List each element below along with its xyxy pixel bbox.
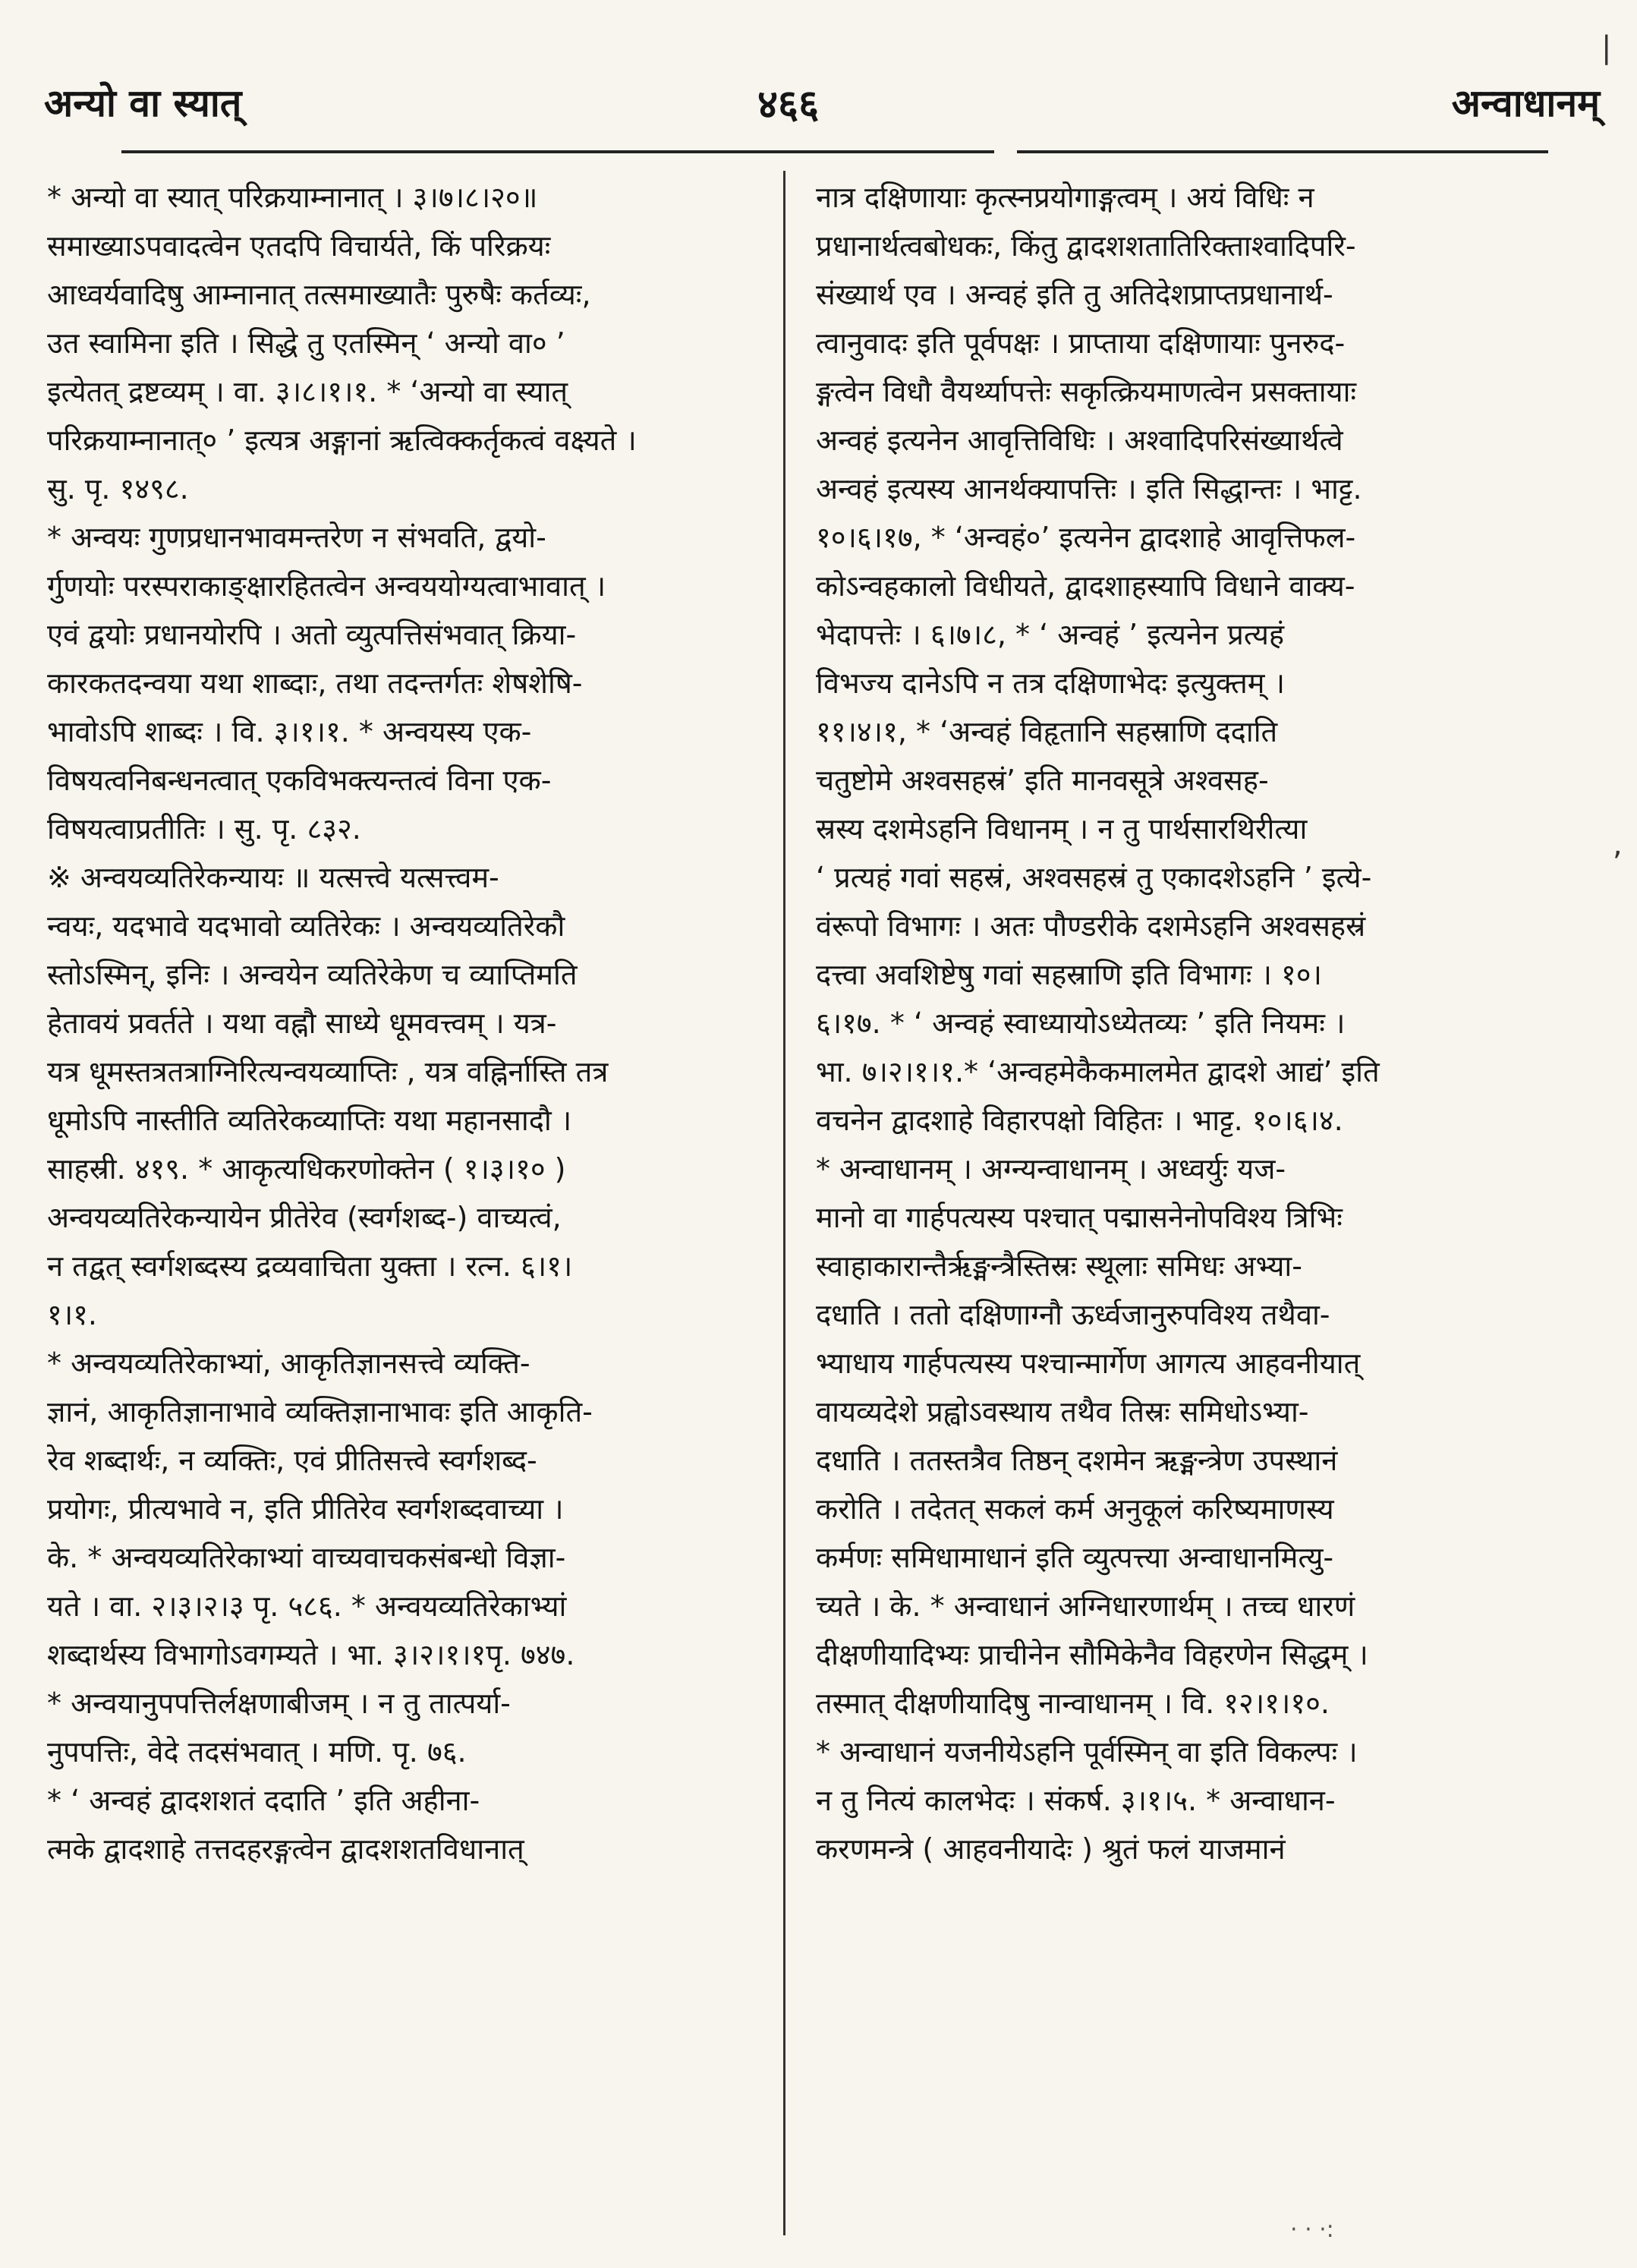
- text-line: तस्मात् दीक्षणीयादिषु नान्वाधानम् । वि. १२।१।१०.: [816, 1687, 1330, 1720]
- text-line: प्रधानार्थत्वबोधकः, किंतु द्वादशशतातिरिक्ताश्वादिपरि-: [816, 229, 1356, 263]
- text-line: ज्ञानं, आकृतिज्ञानाभावे व्यक्तिज्ञानाभावः इति आकृति-: [47, 1395, 593, 1429]
- text-line: नुपपत्तिः, वेदे तदसंभवात् । मणि. पृ. ७६.: [47, 1735, 467, 1769]
- header-rule-left: [121, 150, 994, 153]
- text-line: वचनेन द्वादशाहे विहारपक्षो विहितः । भाट्ट. १०।६।४.: [816, 1104, 1343, 1137]
- text-line: स्रस्य दशमेऽहनि विधानम् । न तु पार्थसारथिरीत्या: [816, 812, 1308, 846]
- text-line: दीक्षणीयादिभ्यः प्राचीनेन सौमिकेनैव विहरणेन सिद्धम् ।: [816, 1638, 1368, 1671]
- text-line: करोति । तदेतत् सकलं कर्म अनुकूलं करिष्यमाणस्य: [816, 1492, 1334, 1526]
- text-line: रेव शब्दार्थः, न व्यक्तिः, एवं प्रीतिसत्त्वे स्वर्गशब्द-: [47, 1444, 537, 1477]
- text-line: धूमोऽपि नास्तीति व्यतिरेकव्याप्तिः यथा महानसादौ ।: [47, 1104, 572, 1137]
- text-line: वंरूपो विभागः । अतः पौण्डरीके दशमेऽहनि अश्वसहस्रं: [816, 909, 1366, 943]
- text-line: त्मके द्वादशाहे तत्तदहरङ्गत्वेन द्वादशशतविधानात्: [47, 1832, 524, 1866]
- text-line: र्गुणयोः परस्पराकाङ्क्षारहितत्वेन अन्वययोग्यत्वाभावात् ।: [47, 569, 606, 603]
- text-line: १।१.: [47, 1298, 98, 1331]
- text-line: ‘ प्रत्यहं गवां सहस्रं, अश्वसहस्रं तु एकादशेऽहनि ’ इत्ये-: [816, 861, 1372, 894]
- text-line: ※ अन्वयव्यतिरेकन्यायः ॥ यत्सत्त्वे यत्सत्त्वम-: [47, 861, 499, 894]
- text-line: यत्र धूमस्तत्रतत्राग्निरित्यन्वयव्याप्तिः , यत्र वह्निर्नास्ति तत्र: [47, 1055, 609, 1088]
- text-line: कर्मणः समिधामाधानं इति व्युत्पत्त्या अन्वाधानमित्यु-: [816, 1541, 1334, 1574]
- text-line: अन्वयव्यतिरेकन्यायेन प्रीतेरेव (स्वर्गशब्द-) वाच्यत्वं,: [47, 1201, 562, 1234]
- text-line: प्रयोगः, प्रीत्यभावे न, इति प्रीतिरेव स्वर्गशब्दवाच्या ।: [47, 1492, 564, 1526]
- text-line: भा. ७।२।१।१.* ‘अन्वहमेकैकमालमेत द्वादशे आद्यं’ इति: [816, 1055, 1380, 1088]
- column-divider: [783, 171, 785, 2235]
- text-line: संख्यार्थ एव । अन्वहं इति तु अतिदेशप्राप्तप्रधानार्थ-: [816, 278, 1333, 311]
- text-line: स्वाहाकारान्तैर्ऋङ्मन्त्रैस्तिस्रः स्थूलाः समिधः अभ्या-: [816, 1249, 1302, 1283]
- text-line: स्तोऽस्मिन्, इनिः । अन्वयेन व्यतिरेकेण च व्याप्तिमति: [47, 958, 578, 991]
- text-line: न तु नित्यं कालभेदः । संकर्ष. ३।१।५. * अन्वाधान-: [816, 1784, 1336, 1817]
- margin-mark: ,: [1613, 827, 1623, 862]
- left-column: [47, 173, 741, 2238]
- page-header: [44, 76, 1600, 137]
- text-line: त्वानुवादः इति पूर्वपक्षः । प्राप्ताया दक्षिणायाः पुनरुद-: [816, 326, 1346, 360]
- text-line: न तद्वत् स्वर्गशब्दस्य द्रव्यवाचिता युक्ता । रत्न. ६।१।: [47, 1249, 573, 1283]
- text-line: उत स्वामिना इति । सिद्धे तु एतस्मिन् ‘ अन्यो वा० ’: [47, 326, 565, 360]
- text-line: * अन्वयव्यतिरेकाभ्यां, आकृतिज्ञानसत्त्वे व्यक्ति-: [47, 1347, 530, 1380]
- right-column: [816, 173, 1537, 2238]
- text-line: * अन्वयानुपपत्तिर्लक्षणाबीजम् । न तु तात्पर्या-: [47, 1687, 511, 1720]
- text-line: * अन्वाधानं यजनीयेऽहनि पूर्वस्मिन् वा इति विकल्पः ।: [816, 1735, 1358, 1769]
- text-line: परिक्रयाम्नानात्० ’ इत्यत्र अङ्गानां ऋत्विक्कर्तृकत्वं वक्ष्यते ।: [47, 424, 637, 457]
- text-line: भेदापत्तेः । ६।७।८, * ‘ अन्वहं ’ इत्यनेन प्रत्यहं: [816, 618, 1285, 651]
- text-line: दत्त्वा अवशिष्टेषु गवां सहस्राणि इति विभागः । १०।: [816, 958, 1322, 991]
- text-line: साहस्री. ४१९. * आकृत्यधिकरणोक्तेन ( १।३।१० ): [47, 1152, 566, 1186]
- text-line: आध्वर्यवादिषु आम्नानात् तत्समाख्यातैः पुरुषैः कर्तव्यः,: [47, 278, 591, 311]
- text-line: कारकतदन्वया यथा शाब्दाः, तथा तदन्तर्गतः शेषशेषि-: [47, 666, 583, 700]
- text-line: न्वयः, यदभावे यदभावो व्यतिरेकः । अन्वयव्यतिरेकौ: [47, 909, 565, 943]
- text-line: करणमन्त्रे ( आहवनीयादेः ) श्रुतं फलं याजमानं: [816, 1832, 1286, 1866]
- text-line: चतुष्टोमे अश्वसहस्रं’ इति मानवसूत्रे अश्वसह-: [816, 764, 1269, 797]
- text-line: दधाति । ततस्तत्रैव तिष्ठन् दशमेन ऋङ्मन्त्रेण उपस्थानं: [816, 1444, 1338, 1477]
- text-line: विषयत्वाप्रतीतिः । सु. पृ. ८३२.: [47, 812, 361, 846]
- text-line: वायव्यदेशे प्रह्वोऽवस्थाय तथैव तिस्रः समिधोऽभ्या-: [816, 1395, 1309, 1429]
- running-head-right: अन्वाधानम्: [1451, 81, 1600, 125]
- text-line: शब्दार्थस्य विभागोऽवगम्यते । भा. ३।२।१।१पृ. ७४७.: [47, 1638, 575, 1671]
- text-line: विषयत्वनिबन्धनत्वात् एकविभक्त्यन्तत्वं विना एक-: [47, 764, 552, 797]
- text-line: अन्वहं इत्यनेन आवृत्तिविधिः । अश्वादिपरिसंख्यार्थत्वे: [816, 424, 1343, 457]
- header-rule-right: [1017, 150, 1548, 153]
- text-line: भावोऽपि शाब्दः । वि. ३।१।१. * अन्वयस्य एक-: [47, 715, 532, 748]
- text-line: हेतावयं प्रवर्तते । यथा वह्नौ साध्ये धूमवत्त्वम् । यत्र-: [47, 1006, 557, 1040]
- scan-specks: · · ·:: [1290, 2216, 1334, 2243]
- text-line: १०।६।१७, * ‘अन्वहं०’ इत्यनेन द्वादशाहे आवृत्तिफल-: [816, 521, 1356, 554]
- text-line: के. * अन्वयव्यतिरेकाभ्यां वाच्यवाचकसंबन्धो विज्ञा-: [47, 1541, 566, 1574]
- text-line: * अन्वाधानम् । अग्न्यन्वाधानम् । अध्वर्युः यज-: [816, 1152, 1286, 1186]
- text-line: सु. पृ. १४९८.: [47, 472, 189, 506]
- text-line: नात्र दक्षिणायाः कृत्स्नप्रयोगाङ्गत्वम् । अयं विधिः न: [816, 181, 1314, 214]
- text-line: दधाति । ततो दक्षिणाग्नौ ऊर्ध्वजानुरुपविश्य तथैवा-: [816, 1298, 1330, 1331]
- text-line: मानो वा गार्हपत्यस्य पश्चात् पद्मासनेनोपविश्य त्रिभिः: [816, 1201, 1343, 1234]
- text-line: विभज्य दानेऽपि न तत्र दक्षिणाभेदः इत्युक्तम् ।: [816, 666, 1285, 700]
- text-line: ६।१७. * ‘ अन्वहं स्वाध्यायोऽध्येतव्यः ’ इति नियमः ।: [816, 1006, 1346, 1040]
- running-head-left: अन्यो वा स्यात्: [44, 81, 242, 125]
- text-line: * अन्यो वा स्यात् परिक्रयाम्नानात् । ३।७।८।२०॥: [47, 181, 538, 214]
- text-line: समाख्याऽपवादत्वेन एतदपि विचार्यते, किं परिक्रयः: [47, 229, 551, 263]
- text-line: ११।४।१, * ‘अन्वहं विहृतानि सहस्राणि ददाति: [816, 715, 1278, 748]
- text-line: यते । वा. २।३।२।३ पृ. ५८६. * अन्वयव्यतिरेकाभ्यां: [47, 1589, 567, 1623]
- text-line: भ्याधाय गार्हपत्यस्य पश्चान्मार्गेण आगत्य आहवनीयात्: [816, 1347, 1361, 1380]
- text-line: च्यते । के. * अन्वाधानं अग्निधारणार्थम् । तच्च धारणं: [816, 1589, 1355, 1623]
- text-line: कोऽन्वहकालो विधीयते, द्वादशाहस्यापि विधाने वाक्य-: [816, 569, 1355, 603]
- text-line: ङ्गत्वेन विधौ वैयर्थ्यापत्तेः सकृत्क्रियमाणत्वेन प्रसक्तायाः: [816, 375, 1357, 408]
- text-line: इत्येतत् द्रष्टव्यम् । वा. ३।८।१।१. * ‘अन्यो वा स्यात्: [47, 375, 568, 408]
- page-number: ४६६: [757, 82, 820, 128]
- text-line: * ‘ अन्वहं द्वादशशतं ददाति ’ इति अहीना-: [47, 1784, 480, 1817]
- text-line: अन्वहं इत्यस्य आनर्थक्यापत्तिः । इति सिद्धान्तः । भाट्ट.: [816, 472, 1362, 506]
- margin-mark: |: [1601, 30, 1612, 65]
- text-line: एवं द्वयोः प्रधानयोरपि । अतो व्युत्पत्तिसंभवात् क्रिया-: [47, 618, 577, 651]
- text-line: * अन्वयः गुणप्रधानभावमन्तरेण न संभवति, द्वयो-: [47, 521, 546, 554]
